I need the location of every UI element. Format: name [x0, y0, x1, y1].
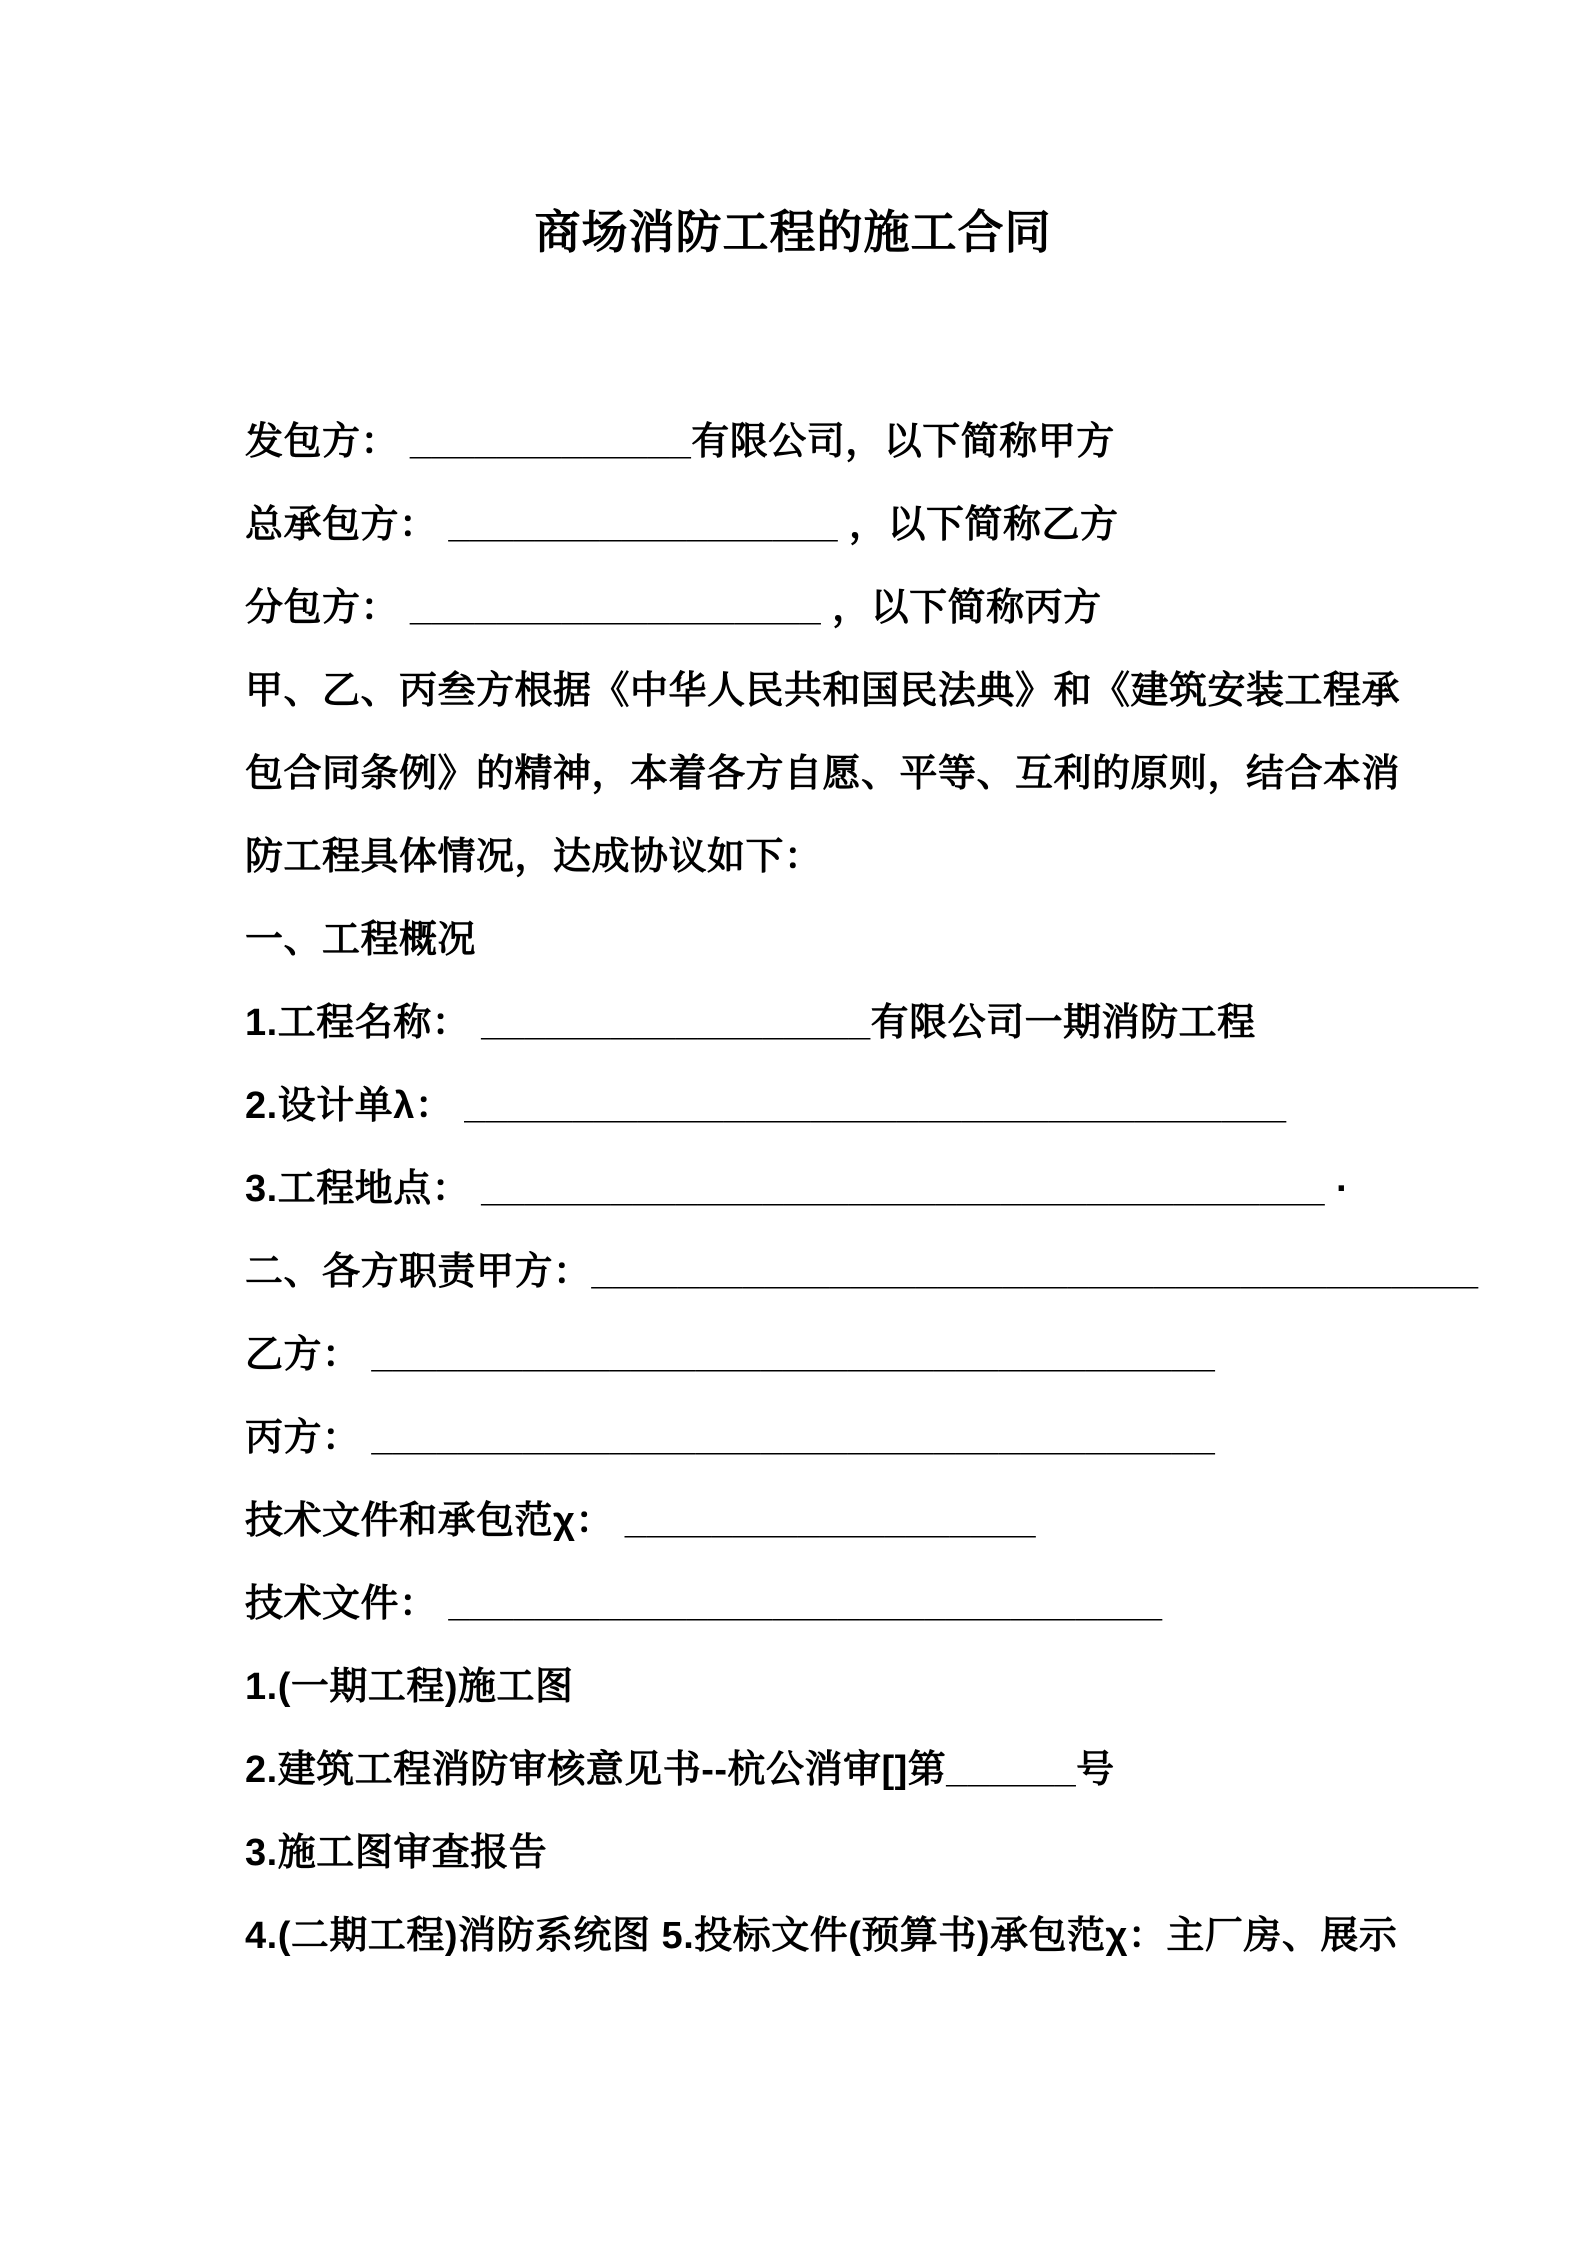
- line-tech-docs-scope: 技术文件和承包范χ： ___________________: [245, 1500, 1036, 1542]
- line-preamble-1: 甲、乙、丙叁方根据《中华人民共和国民法典》和《建筑安装工程承: [245, 670, 1401, 712]
- line-doc-item-2: 2.建筑工程消防审核意见书--杭公消审[]第______号: [245, 1749, 1115, 1791]
- line-party-c-duty: 丙方： _______________________________________: [245, 1417, 1216, 1459]
- line-party-a: 发包方： _____________有限公司，以下简称甲方: [245, 421, 1115, 463]
- line-general-contractor: 总承包方： __________________ ，以下简称乙方: [245, 504, 1119, 546]
- line-doc-item-1: 1.(一期工程)施工图: [245, 1666, 574, 1708]
- line-doc-item-3: 3.施工图审查报告: [245, 1832, 548, 1874]
- line-section-1-heading: 一、工程概况: [245, 919, 477, 961]
- line-subcontractor: 分包方： ___________________ ，以下简称丙方: [245, 587, 1102, 629]
- document-title: 商场消防工程的施工合同: [534, 206, 1052, 258]
- line-design-unit: 2.设计单λ： ______________________________________: [245, 1085, 1287, 1127]
- line-project-name: 1.工程名称： __________________有限公司一期消防工程: [245, 1002, 1256, 1044]
- line-preamble-3: 防工程具体情况，达成协议如下：: [245, 836, 823, 878]
- line-party-b-duty: 乙方： _______________________________________: [245, 1334, 1216, 1376]
- line-preamble-2: 包合同条例》的精神，本着各方自愿、平等、互利的原则，结合本消: [245, 753, 1401, 795]
- document-body: [245, 396, 1496, 1973]
- line-section-2-heading: 二、各方职责甲方：_________________________________________: [245, 1251, 1479, 1293]
- line-project-location: 3.工程地点： _______________________________________ ·: [245, 1168, 1350, 1210]
- line-tech-docs: 技术文件： _________________________________: [245, 1583, 1163, 1625]
- line-doc-item-4: 4.(二期工程)消防系统图 5.投标文件(预算书)承包范χ：主厂房、展示: [245, 1915, 1398, 1957]
